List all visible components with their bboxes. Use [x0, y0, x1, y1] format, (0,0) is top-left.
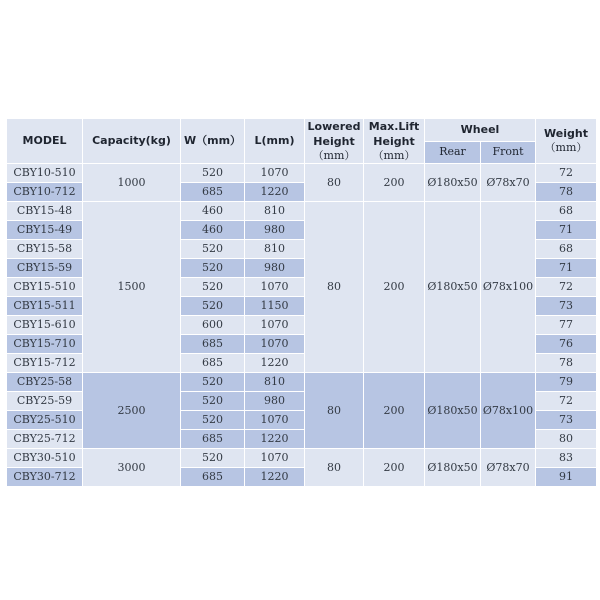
header-maxlift-label: Max.Lift Height [368, 120, 420, 148]
cell-w: 460 [181, 202, 245, 221]
header-l: L(mm) [245, 119, 305, 164]
cell-max-lift-height: 200 [364, 202, 425, 373]
cell-lowered-height: 80 [305, 449, 364, 487]
cell-w: 685 [181, 183, 245, 202]
cell-wheel-front: Ø78x100 [481, 373, 536, 449]
cell-weight: 72 [536, 392, 597, 411]
table-row [7, 449, 597, 468]
cell-model: CBY25-712 [7, 430, 83, 449]
cell-wheel-front: Ø78x100 [481, 202, 536, 373]
header-lowered-height [305, 119, 364, 164]
cell-w: 520 [181, 278, 245, 297]
cell-model: CBY15-610 [7, 316, 83, 335]
cell-l: 1220 [245, 468, 305, 487]
cell-model: CBY15-510 [7, 278, 83, 297]
table-row [7, 164, 597, 183]
header-wheel-front: Front [481, 141, 536, 164]
cell-l: 810 [245, 240, 305, 259]
cell-model: CBY30-510 [7, 449, 83, 468]
cell-w: 520 [181, 449, 245, 468]
header-weight-label: Weight [544, 127, 588, 140]
cell-wheel-rear: Ø180x50 [425, 373, 481, 449]
cell-w: 520 [181, 297, 245, 316]
cell-wheel-rear: Ø180x50 [425, 202, 481, 373]
cell-l: 980 [245, 259, 305, 278]
cell-weight: 78 [536, 354, 597, 373]
cell-weight: 73 [536, 411, 597, 430]
cell-w: 520 [181, 240, 245, 259]
cell-model: CBY15-511 [7, 297, 83, 316]
cell-model: CBY15-58 [7, 240, 83, 259]
header-max-lift-height [364, 119, 425, 164]
cell-weight: 71 [536, 259, 597, 278]
cell-w: 520 [181, 373, 245, 392]
cell-l: 1070 [245, 335, 305, 354]
header-lowered-label: Lowered Height [307, 120, 361, 148]
cell-l: 1070 [245, 411, 305, 430]
cell-weight: 72 [536, 164, 597, 183]
cell-lowered-height: 80 [305, 373, 364, 449]
cell-weight: 72 [536, 278, 597, 297]
table-row [7, 373, 597, 392]
cell-model: CBY25-510 [7, 411, 83, 430]
cell-weight: 79 [536, 373, 597, 392]
cell-weight: 78 [536, 183, 597, 202]
cell-max-lift-height: 200 [364, 164, 425, 202]
cell-model: CBY10-712 [7, 183, 83, 202]
header-weight-unit: （mm） [544, 141, 588, 154]
cell-model: CBY25-58 [7, 373, 83, 392]
header-weight [536, 119, 597, 164]
cell-capacity: 1500 [83, 202, 181, 373]
cell-l: 980 [245, 221, 305, 240]
cell-l: 1220 [245, 183, 305, 202]
cell-wheel-front: Ø78x70 [481, 449, 536, 487]
cell-weight: 71 [536, 221, 597, 240]
cell-weight: 73 [536, 297, 597, 316]
cell-w: 685 [181, 335, 245, 354]
cell-capacity: 1000 [83, 164, 181, 202]
cell-weight: 91 [536, 468, 597, 487]
cell-model: CBY15-710 [7, 335, 83, 354]
header-maxlift-unit: （mm） [372, 149, 416, 162]
cell-weight: 68 [536, 240, 597, 259]
cell-w: 685 [181, 354, 245, 373]
cell-model: CBY15-712 [7, 354, 83, 373]
cell-weight: 68 [536, 202, 597, 221]
cell-l: 810 [245, 202, 305, 221]
header-capacity: Capacity(kg) [83, 119, 181, 164]
cell-weight: 80 [536, 430, 597, 449]
header-lowered-unit: （mm） [312, 149, 356, 162]
header-w: W（mm） [181, 119, 245, 164]
cell-max-lift-height: 200 [364, 449, 425, 487]
header-wheel-rear: Rear [425, 141, 481, 164]
cell-weight: 76 [536, 335, 597, 354]
table-row [7, 202, 597, 221]
cell-w: 685 [181, 468, 245, 487]
cell-model: CBY15-59 [7, 259, 83, 278]
cell-lowered-height: 80 [305, 202, 364, 373]
cell-lowered-height: 80 [305, 164, 364, 202]
cell-l: 1070 [245, 449, 305, 468]
cell-max-lift-height: 200 [364, 373, 425, 449]
table-body [7, 164, 597, 487]
cell-w: 520 [181, 392, 245, 411]
cell-l: 1220 [245, 430, 305, 449]
header-model: MODEL [7, 119, 83, 164]
cell-w: 685 [181, 430, 245, 449]
cell-w: 460 [181, 221, 245, 240]
cell-l: 1070 [245, 316, 305, 335]
cell-wheel-rear: Ø180x50 [425, 164, 481, 202]
cell-l: 1220 [245, 354, 305, 373]
cell-wheel-front: Ø78x70 [481, 164, 536, 202]
cell-model: CBY25-59 [7, 392, 83, 411]
cell-l: 1070 [245, 164, 305, 183]
cell-capacity: 2500 [83, 373, 181, 449]
cell-model: CBY15-49 [7, 221, 83, 240]
cell-w: 600 [181, 316, 245, 335]
cell-wheel-rear: Ø180x50 [425, 449, 481, 487]
cell-l: 1150 [245, 297, 305, 316]
cell-l: 980 [245, 392, 305, 411]
cell-weight: 83 [536, 449, 597, 468]
cell-weight: 77 [536, 316, 597, 335]
spec-table [6, 118, 597, 487]
cell-model: CBY15-48 [7, 202, 83, 221]
cell-l: 1070 [245, 278, 305, 297]
cell-w: 520 [181, 164, 245, 183]
cell-model: CBY30-712 [7, 468, 83, 487]
cell-l: 810 [245, 373, 305, 392]
cell-w: 520 [181, 259, 245, 278]
header-wheel: Wheel [425, 119, 536, 142]
cell-w: 520 [181, 411, 245, 430]
cell-capacity: 3000 [83, 449, 181, 487]
cell-model: CBY10-510 [7, 164, 83, 183]
